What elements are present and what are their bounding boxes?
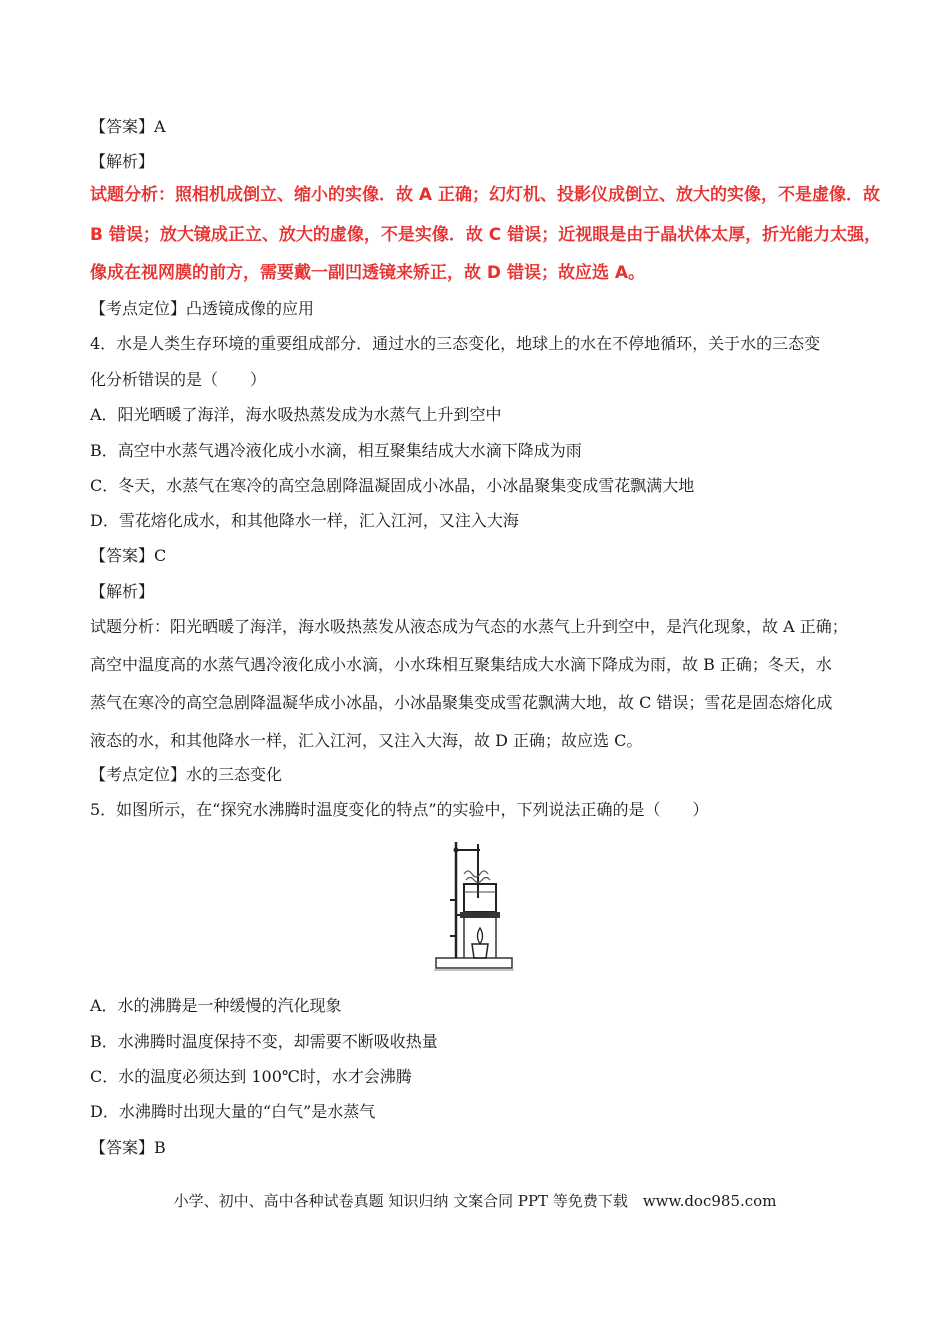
q4-option-d: D．雪花熔化成水，和其他降水一样，汇入江河，又注入大海 (90, 511, 519, 530)
boiling-apparatus-figure (434, 840, 514, 972)
q5-option-a: A．水的沸腾是一种缓慢的汽化现象 (90, 996, 342, 1015)
page-footer: 小学、初中、高中各种试卷真题 知识归纳 文案合同 PPT 等免费下载 www.doc985.com (173, 1192, 777, 1210)
q4-kaodian: 【考点定位】水的三态变化 (90, 765, 283, 784)
q4-analysis-line: 蒸气在寒冷的高空急剧降温凝华成小冰晶，小冰晶聚集变成雪花飘满大地，故 C 错误；雪花是固态熔化成 (90, 693, 833, 712)
q4-analysis-line: 试题分析：阳光晒暖了海洋，海水吸热蒸发从液态成为气态的水蒸气上升到空中，是汽化现象，故 A 正确； (90, 617, 848, 636)
q4-analysis-heading: 【解析】 (90, 582, 155, 601)
q4-stem-line: 化分析错误的是（ ） (90, 370, 267, 389)
q3-kaodian: 【考点定位】凸透镜成像的应用 (90, 299, 315, 318)
q3-answer: 【答案】A (90, 117, 166, 136)
q3-analysis-line: 试题分析：照相机成倒立、缩小的实像．故 A 正确；幻灯机、投影仪成倒立、放大的实像，不是虚像．故 (90, 185, 880, 205)
q4-stem-line: 4．水是人类生存环境的重要组成部分．通过水的三态变化，地球上的水在不停地循环，关于水的三态变 (90, 334, 821, 353)
q5-answer: 【答案】B (90, 1138, 166, 1157)
q4-answer: 【答案】C (90, 546, 167, 565)
q5-stem: 5．如图所示，在“探究水沸腾时温度变化的特点”的实验中，下列说法正确的是（ ） (90, 800, 709, 819)
q4-analysis-line: 高空中温度高的水蒸气遇冷液化成小水滴，小水珠相互聚集结成大水滴下降成为雨，故 B 正确；冬天，水 (90, 655, 832, 674)
q4-analysis-line: 液态的水，和其他降水一样，汇入江河，又注入大海，故 D 正确；故应选 C。 (90, 731, 643, 750)
q5-option-d: D．水沸腾时出现大量的“白气”是水蒸气 (90, 1102, 376, 1121)
q5-option-b: B．水沸腾时温度保持不变，却需要不断吸收热量 (90, 1032, 438, 1051)
q3-analysis-heading: 【解析】 (90, 152, 155, 171)
q4-option-a: A．阳光晒暖了海洋，海水吸热蒸发成为水蒸气上升到空中 (90, 405, 502, 424)
q5-option-c: C．水的温度必须达到 100℃时，水才会沸腾 (90, 1067, 412, 1086)
q3-analysis-line: B 错误；放大镜成正立、放大的虚像，不是实像．故 C 错误；近视眼是由于晶状体太厚，折光能力太强， (90, 225, 882, 245)
q4-option-c: C．冬天，水蒸气在寒冷的高空急剧降温凝固成小冰晶，小冰晶聚集变成雪花飘满大地 (90, 476, 695, 495)
q3-analysis-line: 像成在视网膜的前方，需要戴一副凹透镜来矫正，故 D 错误；故应选 A。 (90, 263, 646, 283)
q4-option-b: B．高空中水蒸气遇冷液化成小水滴，相互聚集结成大水滴下降成为雨 (90, 441, 582, 460)
